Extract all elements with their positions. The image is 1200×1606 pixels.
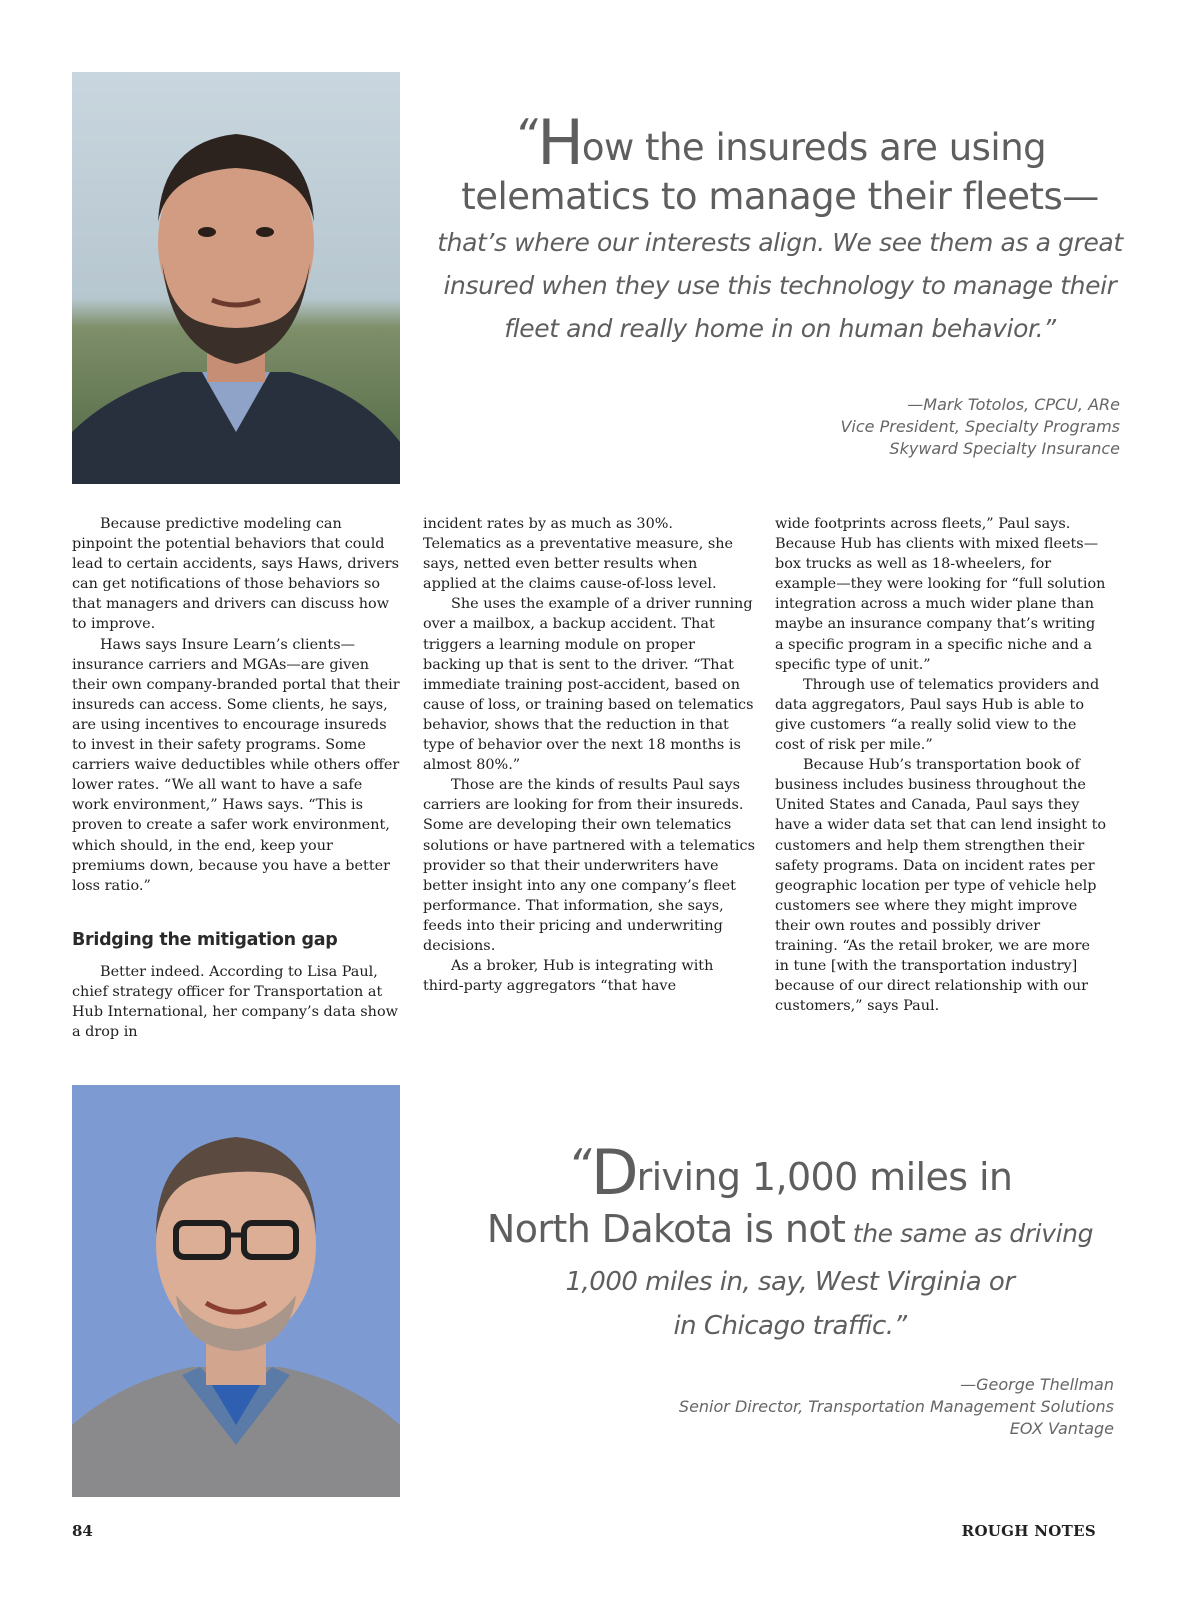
pull-quote-2 <box>440 1136 1140 1348</box>
attribution-name: —Mark Totolos, CPCU, ARe <box>907 395 1120 414</box>
quote-1-attribution <box>840 394 1120 460</box>
portrait-photo-totolos <box>72 72 400 484</box>
paragraph: Haws says Insure Learn’s clients—insurance carriers and MGAs—are given their own company-branded portal that their insureds can access. Some clients, he says, are using incentives to encourage insureds to invest in their safety programs. Some carriers waive deductibles while others offer lower rates. “We all want to have a safe work environment,” Haws says. “This is proven to create a safer work environment, which should, in the end, keep your premiums down, because you have a better loss ratio.” <box>72 636 400 894</box>
paragraph: As a broker, Hub is integrating with third-party aggregators “that have <box>423 958 714 995</box>
pull-quote-2-line-1 <box>440 1136 1140 1209</box>
pull-quote-2-line-4: in Chicago traffic.” <box>673 1311 907 1341</box>
paragraph: Because predictive modeling can pinpoint the potential behaviors that could lead to certain accidents, says Haws, drivers can get notifications of those behaviors so that managers and drivers can discuss how to improve. <box>72 516 400 633</box>
pull-quote-2-line-2 <box>440 1203 1140 1260</box>
pull-quote-1-line-4: insured when they use this technology to manage their <box>443 271 1117 300</box>
quote-text-small: the same as driving <box>845 1219 1094 1248</box>
page-number: 84 <box>72 1522 93 1540</box>
quote-text-large: North Dakota is not <box>486 1207 846 1251</box>
attribution-company: Skyward Specialty Insurance <box>889 439 1120 458</box>
pull-quote-1-line-3: that’s where our interests align. We see them as a great <box>437 228 1123 257</box>
quote-text: ow the insureds are using <box>581 126 1047 169</box>
magazine-name: ROUGH NOTES <box>961 1522 1096 1540</box>
drop-cap: H <box>537 106 582 179</box>
pull-quote-2-line-3: 1,000 miles in, say, West Virginia or <box>565 1267 1015 1297</box>
attribution-company: EOX Vantage <box>1009 1419 1114 1438</box>
article-column-3 <box>775 514 1107 1016</box>
article-column-2 <box>423 514 755 996</box>
paragraph: Those are the kinds of results Paul says carriers are looking for from their insureds. Some are developing their own telematics solutions or have partnered with a telematics provider so that their underwriters have better insight into any one company’s fleet performance. That information, she says, feeds into their pricing and underwriting decisions. <box>423 777 755 954</box>
section-heading: Bridging the mitigation gap <box>72 929 338 950</box>
paragraph: Through use of telematics providers and data aggregators, Paul says Hub is able to give customers “a really solid view to the cost of risk per mile.” <box>775 676 1100 754</box>
pull-quote-1-line-5: fleet and really home in on human behavior.” <box>504 314 1056 343</box>
attribution-title: Senior Director, Transportation Management Solutions <box>678 1397 1114 1416</box>
paragraph: wide footprints across fleets,” Paul says. Because Hub has clients with mixed fleets—box trucks as well as 18-wheelers, for example—they were looking for “full solution integration across a much wider plane than maybe an insurance company that’s writing a specific program in a specific niche and a specific type of unit.” <box>775 516 1106 673</box>
pull-quote-1-line-1 <box>420 106 1140 179</box>
paragraph: Better indeed. According to Lisa Paul, chief strategy officer for Transportation at Hub International, her company’s data show a drop in <box>72 963 398 1041</box>
quote-2-attribution <box>679 1374 1114 1440</box>
pull-quote-1 <box>420 106 1140 350</box>
article-column-1 <box>72 514 402 1042</box>
open-quote-mark: “ <box>513 109 538 163</box>
drop-cap: D <box>590 1136 637 1209</box>
paragraph: incident rates by as much as 30%. Telematics as a preventative measure, she says, netted even better results when applied at the claims cause-of-loss level. <box>423 516 734 593</box>
paragraph: Because Hub’s transportation book of business includes business throughout the United States and Canada, Paul says they have a wider data set that can lend insight to customers and help them strengthen their safety programs. Data on incident rates per geographic location per type of vehicle help customers see where they might improve their own routes and possibly driver training. “As the retail broker, we are more in tune [with the transportation industry] because of our direct relationship with our customers,” says Paul. <box>775 757 1107 1015</box>
attribution-name: —George Thellman <box>960 1375 1114 1394</box>
portrait-photo-thellman <box>72 1085 400 1497</box>
paragraph: She uses the example of a driver running over a mailbox, a backup accident. That triggers a learning module on proper backing up that is sent to the driver. “That immediate training post-accident, based on cause of loss, or training based on telematics behavior, shows that the reduction in that type of behavior over the next 18 months is almost 80%.” <box>423 596 754 774</box>
pull-quote-1-line-2: telematics to manage their fleets— <box>461 175 1099 218</box>
attribution-title: Vice President, Specialty Programs <box>840 417 1120 436</box>
open-quote-mark: “ <box>567 1139 591 1193</box>
quote-text: riving 1,000 miles in <box>636 1155 1013 1199</box>
